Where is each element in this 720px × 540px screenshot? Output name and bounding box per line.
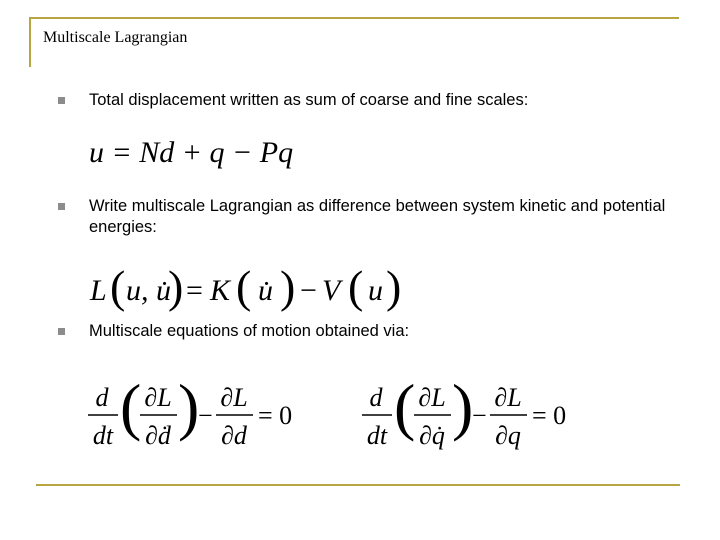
kinetic-arg: u̇ — [258, 274, 273, 307]
bullet-text-3: Multiscale equations of motion obtained via: — [89, 322, 410, 340]
kinetic-K: K — [210, 274, 231, 307]
lagrangian-args: u, u̇ — [126, 274, 171, 307]
paren-right: ) — [452, 376, 474, 442]
paren-left: ( — [120, 376, 142, 442]
bullet-text-2: Write multiscale Lagrangian as difference between system kinetic and potential energies: — [89, 197, 666, 236]
frac-d-numerator: d — [369, 383, 383, 412]
frac-dd-denominator: ∂d — [221, 421, 247, 450]
paren-left: ( — [110, 262, 126, 312]
paren-left: ( — [394, 376, 416, 442]
lagrangian-equation — [86, 262, 416, 314]
frac-dd-dot-denominator: ∂ḋ — [145, 421, 171, 450]
bullet-square-icon — [58, 328, 65, 335]
paren-right: ) — [168, 262, 184, 312]
bottom-border-line — [36, 484, 680, 486]
paren-left: ( — [348, 262, 364, 312]
bullet-square-icon — [58, 97, 65, 104]
top-border-line — [29, 17, 679, 19]
frac-dq-denominator: ∂q — [495, 421, 521, 450]
slide-title: Multiscale Lagrangian — [43, 29, 188, 46]
motion-equation-q — [358, 376, 568, 460]
paren-right: ) — [386, 262, 402, 312]
displacement-equation: u = Nd + q − Pq — [89, 136, 294, 169]
minus-sign: − — [198, 401, 213, 430]
frac-d-numerator: d — [95, 383, 109, 412]
frac-dL-numerator: ∂L — [220, 383, 248, 412]
potential-V: V — [322, 274, 341, 307]
minus-sign: − — [300, 274, 317, 307]
potential-arg: u — [368, 274, 383, 307]
frac-dL-numerator: ∂L — [494, 383, 522, 412]
left-border-line — [29, 17, 31, 67]
paren-left: ( — [236, 262, 252, 312]
frac-dq-dot-denominator: ∂q̇ — [419, 421, 445, 450]
lagrangian-L: L — [90, 274, 107, 307]
equals-sign: = — [186, 274, 203, 307]
bullet-square-icon — [58, 203, 65, 210]
frac-dt-denominator: dt — [366, 421, 388, 450]
equals-zero: = 0 — [258, 401, 293, 430]
motion-equation-d — [84, 376, 294, 460]
bullet-text-1: Total displacement written as sum of coarse and fine scales: — [89, 91, 529, 109]
paren-right: ) — [280, 262, 296, 312]
minus-sign: − — [472, 401, 487, 430]
frac-dL-numerator: ∂L — [418, 383, 446, 412]
frac-dt-denominator: dt — [92, 421, 114, 450]
equals-zero: = 0 — [532, 401, 567, 430]
paren-right: ) — [178, 376, 200, 442]
frac-dL-numerator: ∂L — [144, 383, 172, 412]
